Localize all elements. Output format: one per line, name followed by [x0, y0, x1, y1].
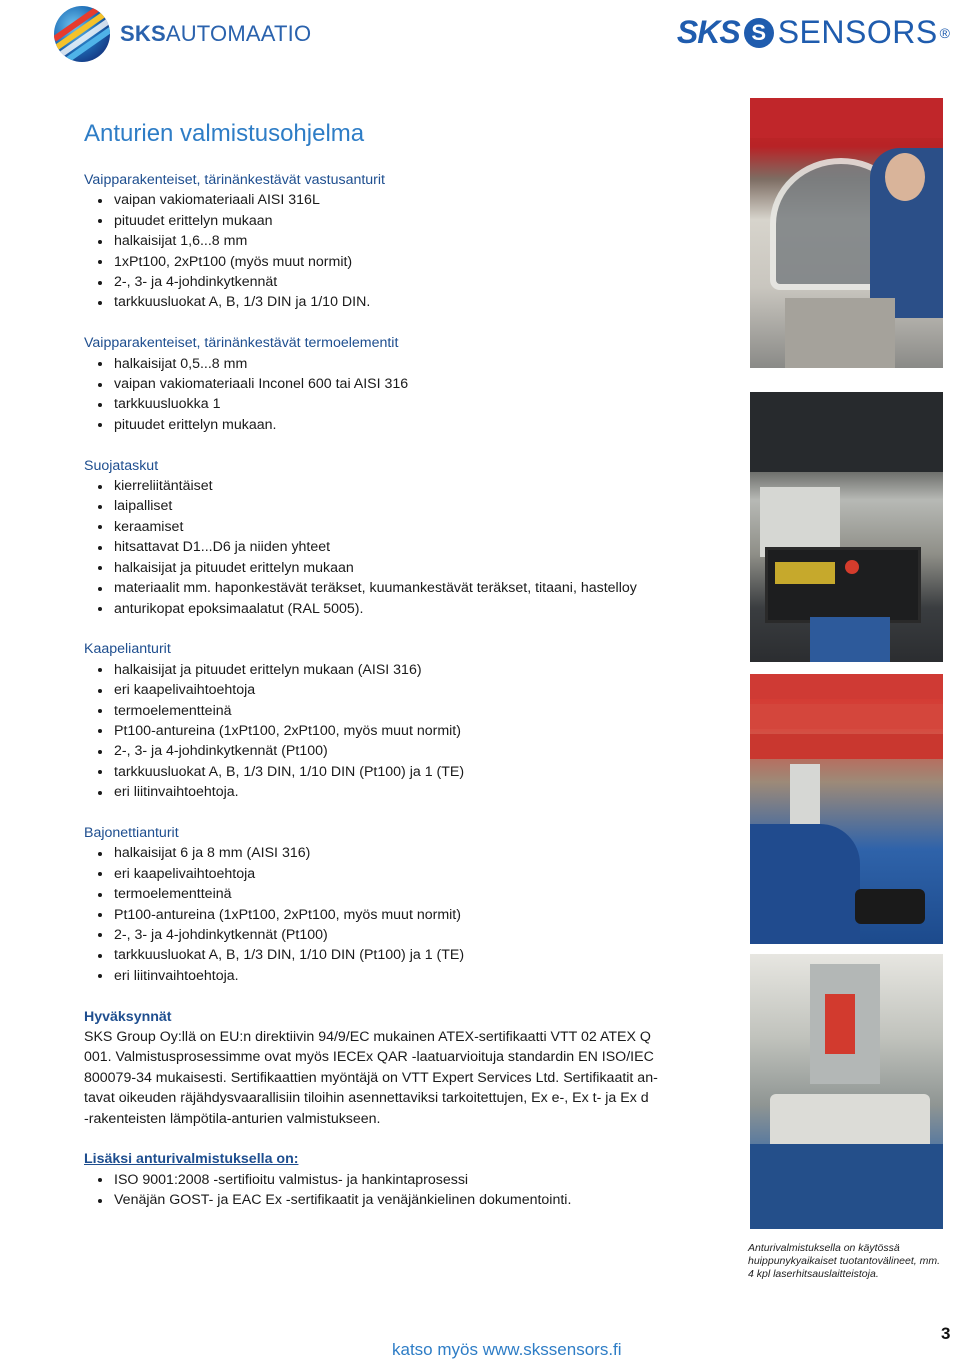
photo-caption	[748, 1242, 958, 1281]
section-additionally	[84, 1149, 684, 1210]
list-item: termoelementteinä	[84, 884, 684, 904]
photo-control-panel	[750, 392, 943, 662]
sks-automaatio-logo	[54, 6, 311, 62]
list-item: 2-, 3- ja 4-johdinkytkennät (Pt100)	[84, 741, 684, 761]
paragraph-line: 800079-34 mukaisesti. Sertifikaattien myöntäjä on VTT Expert Services Ltd. Sertifikaatit an-	[84, 1069, 658, 1086]
list-item: halkaisijat ja pituudet erittelyn mukaan	[84, 558, 684, 578]
section-jacketed-resistance-sensors	[84, 170, 684, 313]
section-heading: Hyväksynnät	[84, 1008, 172, 1025]
footer-website-link[interactable]: katso myös www.skssensors.fi	[392, 1340, 622, 1359]
paragraph-line: SKS Group Oy:llä on EU:n direktiivin 94/9/EC mukainen ATEX-sertifikaatti VTT 02 ATEX Q	[84, 1028, 651, 1045]
sks-sensors-brand-rest: SENSORS	[777, 14, 938, 50]
list-item: keraamiset	[84, 517, 684, 537]
list-item: 2-, 3- ja 4-johdinkytkennät (Pt100)	[84, 925, 684, 945]
list-item: Pt100-antureina (1xPt100, 2xPt100, myös muut normit)	[84, 905, 684, 925]
list-item: ISO 9001:2008 -sertifioitu valmistus- ja hankintaprosessi	[84, 1170, 684, 1190]
list-item: pituudet erittelyn mukaan.	[84, 415, 684, 435]
list-item: hitsattavat D1...D6 ja niiden yhteet	[84, 537, 684, 557]
list-item: halkaisijat 0,5...8 mm	[84, 354, 684, 374]
list-item: anturikopat epoksimaalatut (RAL 5005).	[84, 599, 684, 619]
section-heading: Suojataskut	[84, 457, 159, 474]
page-title: Anturien valmistusohjelma	[84, 120, 365, 147]
list-item: tarkkuusluokat A, B, 1/3 DIN, 1/10 DIN (Pt100) ja 1 (TE)	[84, 945, 684, 965]
photo-worker-at-machine	[750, 98, 943, 368]
section-heading: Lisäksi anturivalmistuksella on:	[84, 1151, 299, 1168]
list-item: tarkkuusluokat A, B, 1/3 DIN, 1/10 DIN (Pt100) ja 1 (TE)	[84, 762, 684, 782]
paragraph-line: -rakenteisten lämpötila-anturien valmistukseen.	[84, 1110, 381, 1127]
list-item: eri liitinvaihtoehtoja.	[84, 782, 684, 802]
paragraph-line: tavat oikeuden räjähdysvaarallisiin tiloihin asennettaviksi tarkoitettujen, Ex e-, Ex t- ja Ex d	[84, 1090, 649, 1107]
caption-line: 4 kpl laserhitsauslaitteistoja.	[748, 1268, 879, 1280]
list-item: eri kaapelivaihtoehtoja	[84, 864, 684, 884]
section-heading: Vaipparakenteiset, tärinänkestävät termoelementit	[84, 335, 399, 352]
list-item: vaipan vakiomateriaali Inconel 600 tai AISI 316	[84, 374, 684, 394]
sks-automaatio-wordmark: SKSAUTOMAATIO	[120, 21, 312, 46]
list-item: tarkkuusluokka 1	[84, 394, 684, 414]
list-item: vaipan vakiomateriaali AISI 316L	[84, 190, 684, 210]
list-item: materiaalit mm. haponkestävät teräkset, kuumankestävät teräkset, titaani, hastelloy	[84, 578, 684, 598]
list-item: halkaisijat 6 ja 8 mm (AISI 316)	[84, 843, 684, 863]
list-item: kierreliitäntäiset	[84, 476, 684, 496]
section-heading: Vaipparakenteiset, tärinänkestävät vastusanturit	[84, 172, 385, 188]
sks-sensors-brand-bold: SKS	[676, 14, 740, 50]
section-cable-sensors	[84, 639, 684, 802]
main-content	[84, 170, 684, 1231]
list-item: Venäjän GOST- ja EAC Ex -sertifikaatit ja venäjänkielinen dokumentointi.	[84, 1190, 684, 1210]
list-item: halkaisijat 1,6...8 mm	[84, 231, 684, 251]
photo-workshop-red-bins	[750, 674, 943, 944]
list-item: eri liitinvaihtoehtoja.	[84, 966, 684, 986]
section-jacketed-thermocouples	[84, 333, 684, 435]
page-number: 3	[941, 1324, 951, 1343]
section-heading: Kaapelianturit	[84, 641, 171, 658]
sks-automaatio-emblem-icon	[54, 6, 110, 62]
paragraph-line: 001. Valmistusprosessimme ovat myös IECEx QAR -laatuarvioituja standardin EN ISO/IEC	[84, 1049, 654, 1066]
list-item: tarkkuusluokat A, B, 1/3 DIN ja 1/10 DIN.	[84, 292, 684, 312]
photo-laser-welding-station	[750, 954, 943, 1229]
section-bayonet-sensors	[84, 823, 684, 986]
list-item: eri kaapelivaihtoehtoja	[84, 680, 684, 700]
caption-line: huippunykyaikaiset tuotantovälineet, mm.	[748, 1255, 941, 1267]
sks-sensors-logo	[677, 14, 950, 51]
registered-mark: ®	[939, 24, 950, 41]
list-item: 2-, 3- ja 4-johdinkytkennät	[84, 272, 684, 292]
list-item: halkaisijat ja pituudet erittelyn mukaan (AISI 316)	[84, 660, 684, 680]
list-item: 1xPt100, 2xPt100 (myös muut normit)	[84, 252, 684, 272]
list-item: Pt100-antureina (1xPt100, 2xPt100, myös muut normit)	[84, 721, 684, 741]
sks-sensors-s-icon: S	[744, 18, 774, 48]
list-item: laipalliset	[84, 496, 684, 516]
section-heading: Bajonettianturit	[84, 824, 179, 841]
section-approvals	[84, 1007, 684, 1129]
section-protection-tubes	[84, 456, 684, 619]
caption-line: Anturivalmistuksella on käytössä	[748, 1242, 900, 1254]
list-item: termoelementteinä	[84, 701, 684, 721]
list-item: pituudet erittelyn mukaan	[84, 211, 684, 231]
